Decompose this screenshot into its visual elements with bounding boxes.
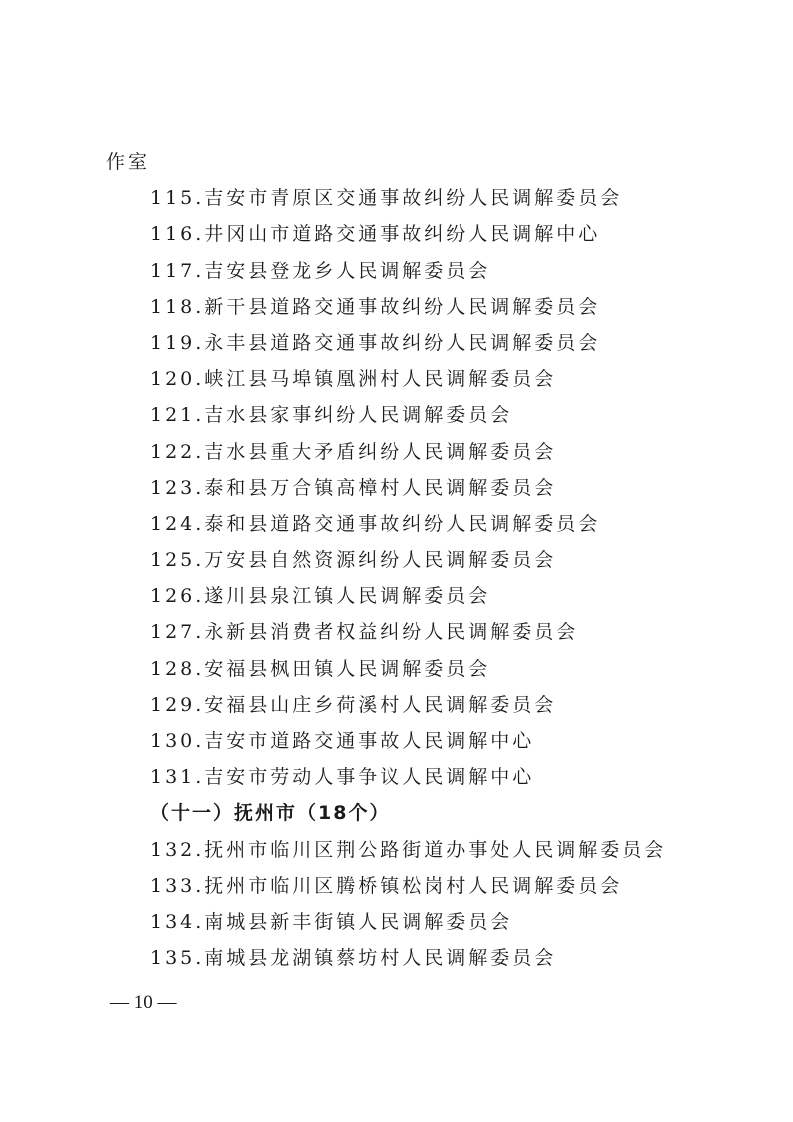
list-item: 125.万安县自然资源纠纷人民调解委员会 xyxy=(150,549,557,572)
mediation-committee-list xyxy=(0,144,793,976)
list-item: 134.南城县新丰街镇人民调解委员会 xyxy=(150,910,513,933)
list-item: 122.吉水县重大矛盾纠纷人民调解委员会 xyxy=(150,440,557,463)
list-item: 126.遂川县泉江镇人民调解委员会 xyxy=(150,585,491,608)
list-item: 123.泰和县万合镇高樟村人民调解委员会 xyxy=(150,476,557,499)
list-item: 118.新干县道路交通事故纠纷人民调解委员会 xyxy=(150,295,601,318)
list-item: 124.泰和县道路交通事故纠纷人民调解委员会 xyxy=(150,512,601,535)
list-item: 135.南城县龙湖镇蔡坊村人民调解委员会 xyxy=(150,947,557,970)
list-item: 116.井冈山市道路交通事故纠纷人民调解中心 xyxy=(150,223,601,246)
list-item: 130.吉安市道路交通事故人民调解中心 xyxy=(150,730,535,752)
list-item: 121.吉水县家事纠纷人民调解委员会 xyxy=(150,404,513,427)
list-item: 129.安福县山庄乡荷溪村人民调解委员会 xyxy=(150,693,557,716)
list-item: 128.安福县枫田镇人民调解委员会 xyxy=(150,657,491,680)
list-item: 127.永新县消费者权益纠纷人民调解委员会 xyxy=(150,621,579,644)
list-item: 132.抚州市临川区荆公路街道办事处人民调解委员会 xyxy=(150,838,667,861)
list-item: 131.吉安市劳动人事争议人民调解中心 xyxy=(150,766,535,789)
list-item: 117.吉安县登龙乡人民调解委员会 xyxy=(150,259,491,282)
page-number: — 10 — xyxy=(110,992,177,1013)
continued-text: 作室 xyxy=(106,151,151,173)
list-item: 115.吉安市青原区交通事故纠纷人民调解委员会 xyxy=(150,187,623,210)
section-heading: （十一）抚州市（18个） xyxy=(150,802,391,825)
list-item: 119.永丰县道路交通事故纠纷人民调解委员会 xyxy=(150,331,601,354)
list-item: 133.抚州市临川区腾桥镇松岗村人民调解委员会 xyxy=(150,874,623,897)
list-item: 120.峡江县马埠镇凰洲村人民调解委员会 xyxy=(150,368,557,391)
